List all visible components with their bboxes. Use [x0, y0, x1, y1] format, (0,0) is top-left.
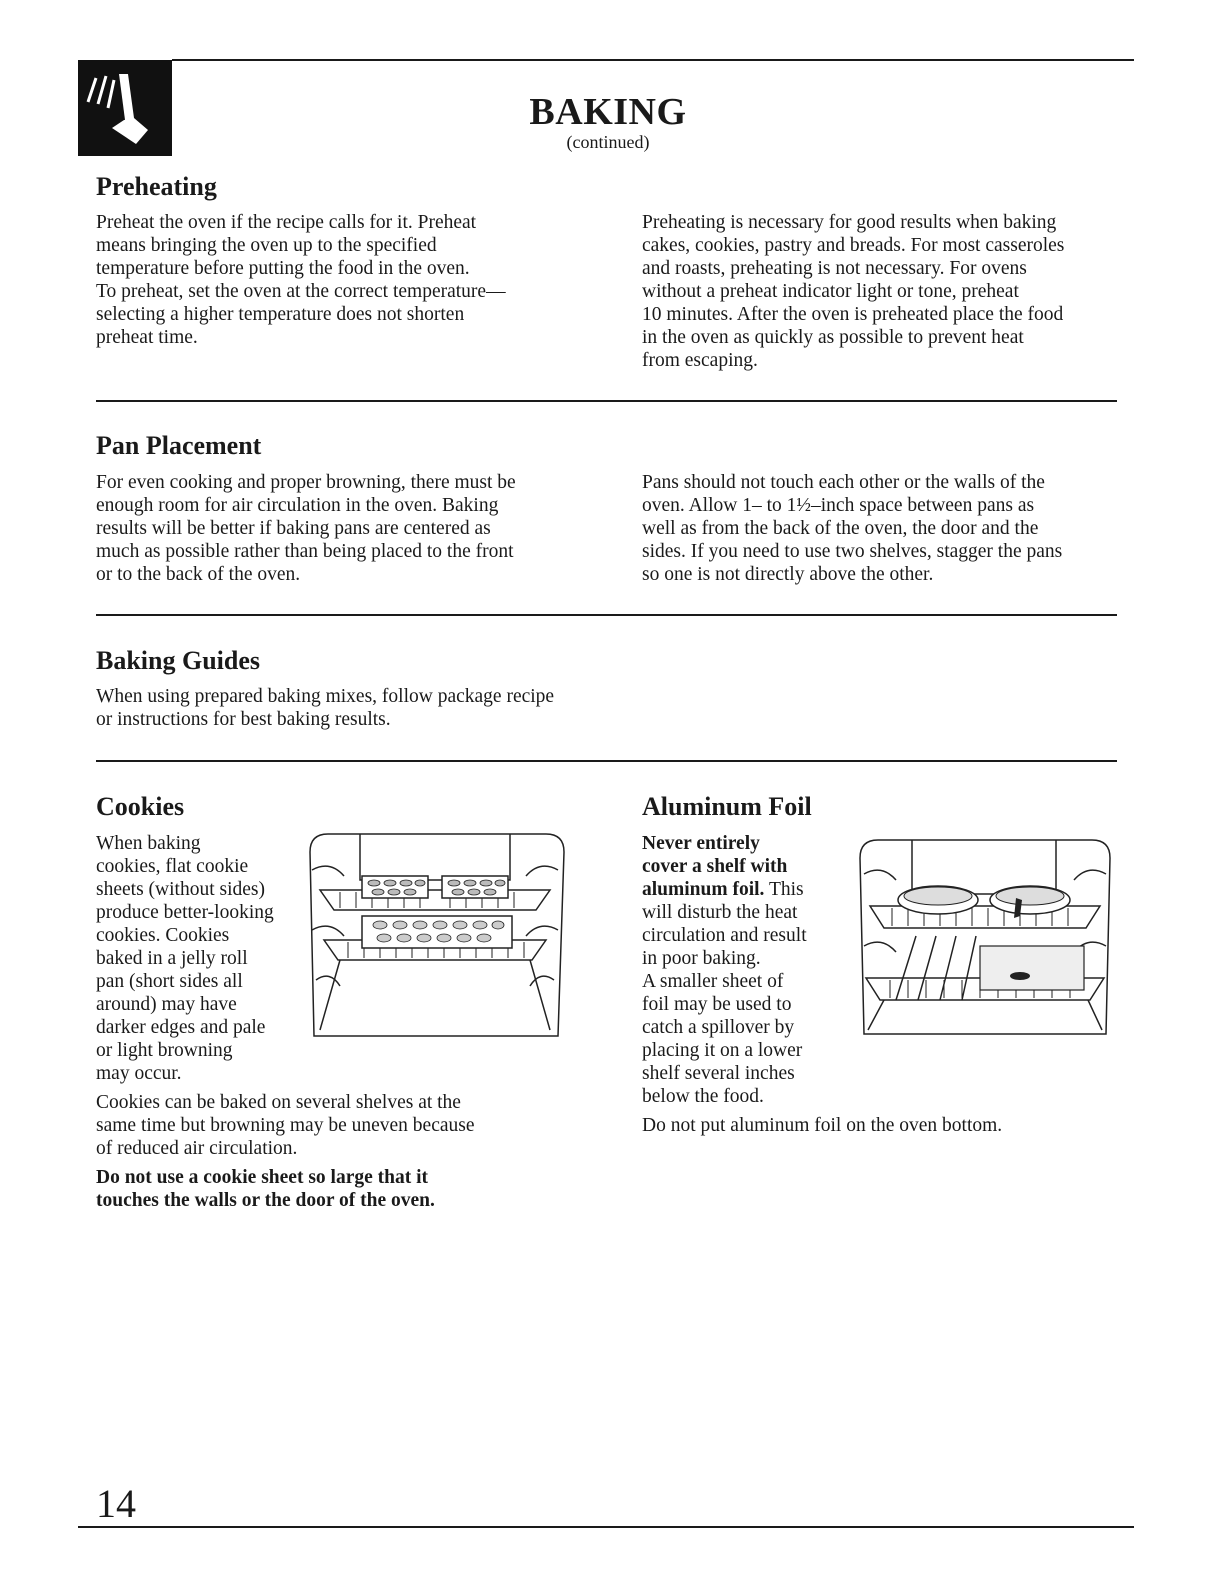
header-rule — [172, 59, 1134, 61]
preheating-heading: Preheating — [96, 172, 217, 201]
baking-guides-text: When using prepared baking mixes, follow package recipe or instructions for best baking results. — [96, 686, 555, 730]
section-divider — [96, 400, 1117, 402]
cookies-intro: When baking cookies, flat cookie sheets (without sides) produce better-looking cookies. Cookies baked in a jelly roll pan (short sides all around) may have darker edges and pale or light browning may occur. — [96, 833, 274, 1084]
page-title: BAKING — [529, 91, 687, 133]
pan-placement-heading: Pan Placement — [96, 431, 262, 460]
page-number: 14 — [96, 1481, 136, 1526]
section-divider — [96, 614, 1117, 616]
aluminum-foil-rest: This will disturb the heat circulation and result in poor baking. A smaller sheet of foil may be used to catch a spillover by placing it on a lower shelf several inches below the food. — [642, 879, 807, 1107]
footer-rule — [78, 1526, 1134, 1528]
page-subtitle: (continued) — [566, 132, 650, 152]
aluminum-foil-heading: Aluminum Foil — [642, 792, 812, 821]
aluminum-foil-warning: Never entirely cover a shelf with aluminum foil. — [642, 833, 788, 900]
aluminum-foil-text — [642, 832, 852, 1108]
pan-placement-col2: Pans should not touch each other or the walls of the oven. Allow 1– to 1½–inch space between pans as well as from the back of the oven, the door and the sides. If you need to use two shelves, stagger the pans so one is not directly above the other. — [642, 472, 1063, 585]
baking-guides-heading: Baking Guides — [96, 646, 261, 675]
aluminum-foil-para2: Do not put aluminum foil on the oven bottom. — [642, 1115, 1003, 1136]
pan-placement-col1: For even cooking and proper browning, there must be enough room for air circulation in the oven. Baking results will be better if baking pans are centered as much as possible rather than being placed to the front or to the back of the oven. — [96, 472, 516, 585]
preheating-col1: Preheat the oven if the recipe calls for it. Preheat means bringing the oven up to the specified temperature before putting the food in the oven. To preheat, set the oven at the correct temperature— selecting a higher temperature does not shorten preheat time. — [96, 212, 506, 348]
oven-with-cookie-sheets-illustration — [300, 830, 570, 1042]
cookies-para2: Cookies can be baked on several shelves at the same time but browning may be uneven because of reduced air circulation. — [96, 1092, 475, 1159]
cookies-warning: Do not use a cookie sheet so large that it touches the walls or the door of the oven. — [96, 1167, 435, 1211]
oven-with-pies-and-foil-illustration — [856, 836, 1114, 1040]
section-divider — [96, 760, 1117, 762]
preheating-col2: Preheating is necessary for good results when baking cakes, cookies, pastry and breads. For most casseroles and roasts, preheating is not necessary. For ovens without a preheat indicator light or tone, preheat 10 minutes. After the oven is preheated place the food in the oven as quickly as possible to prevent heat from escaping. — [642, 212, 1065, 371]
cookies-heading: Cookies — [96, 792, 185, 821]
